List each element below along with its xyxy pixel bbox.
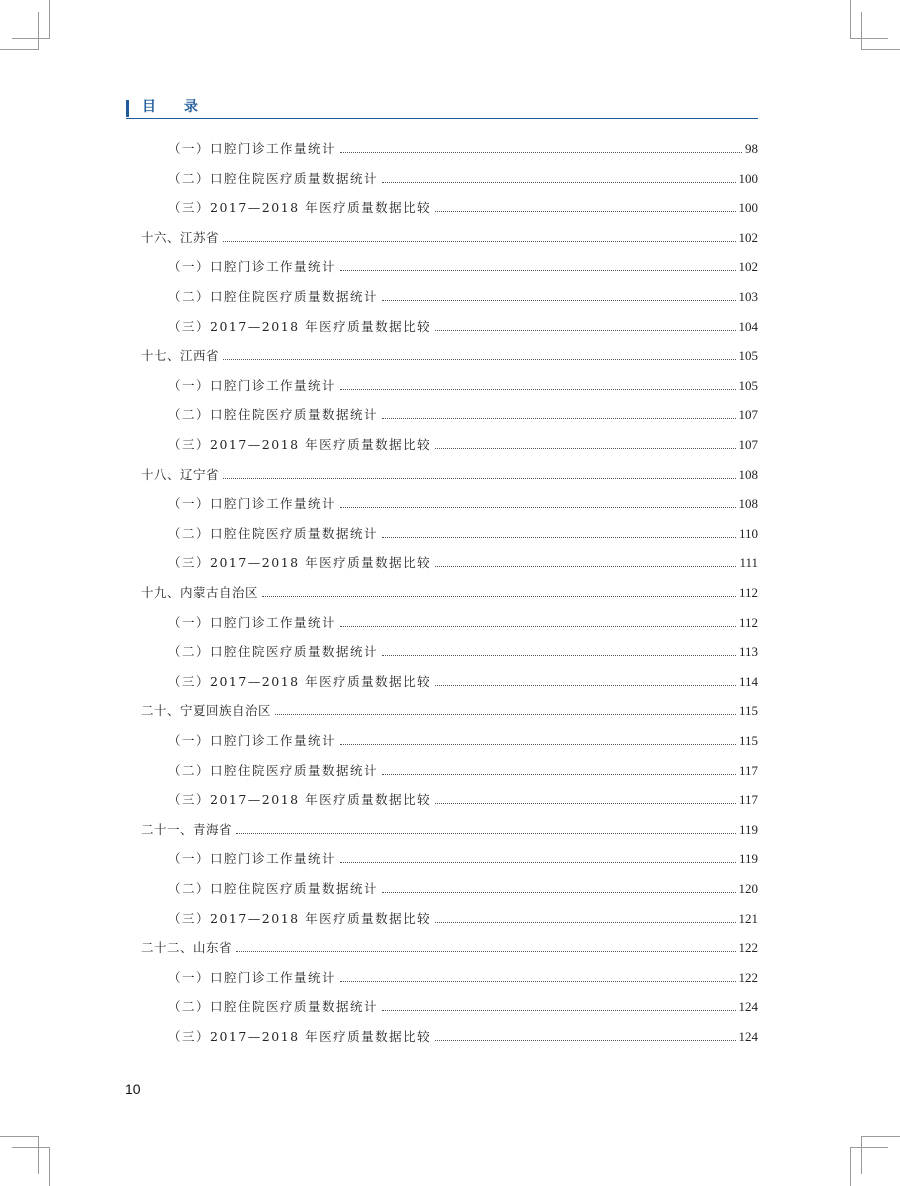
dot-leader xyxy=(382,417,735,419)
toc-entry-label: （二）口腔住院医疗质量数据统计 xyxy=(168,763,379,778)
dot-leader xyxy=(435,329,735,331)
toc-entry-page: 107 xyxy=(738,407,758,422)
toc-chapter-entry[interactable] xyxy=(141,463,758,483)
toc-section-entry[interactable] xyxy=(168,788,758,808)
toc-section-entry[interactable] xyxy=(168,522,758,542)
toc-section-entry[interactable] xyxy=(168,907,758,927)
toc-entry-label: （二）口腔住院医疗质量数据统计 xyxy=(168,881,379,896)
toc-entry-label: （一）口腔门诊工作量统计 xyxy=(168,733,337,748)
toc-section-entry[interactable] xyxy=(168,492,758,512)
toc-entry-page: 124 xyxy=(738,1029,758,1044)
toc-entry-page: 111 xyxy=(739,555,758,570)
toc-section-entry[interactable] xyxy=(168,196,758,216)
toc-entry-page: 115 xyxy=(738,703,758,718)
toc-entry-label: 二十二、山东省 xyxy=(141,940,233,955)
dot-leader xyxy=(275,713,736,715)
dot-leader xyxy=(382,1009,735,1011)
toc-entry-page: 110 xyxy=(738,526,758,541)
toc-chapter-entry[interactable] xyxy=(141,581,758,601)
header-title-char-2: 录 xyxy=(184,99,198,115)
toc-entry-page: 114 xyxy=(738,674,758,689)
dot-leader xyxy=(340,980,735,982)
dot-leader xyxy=(435,447,735,449)
dot-leader xyxy=(236,832,736,834)
dot-leader xyxy=(340,269,735,271)
dot-leader xyxy=(223,240,735,242)
toc-entry-label: （一）口腔门诊工作量统计 xyxy=(168,851,337,866)
toc-entry-label: （三）2017—2018 年医疗质量数据比较 xyxy=(168,792,432,807)
toc-entry-label: （二）口腔住院医疗质量数据统计 xyxy=(168,289,379,304)
toc-entry-page: 105 xyxy=(738,348,758,363)
dot-leader xyxy=(382,299,735,301)
toc-entry-page: 119 xyxy=(738,822,758,837)
toc-section-entry[interactable] xyxy=(168,1025,758,1045)
toc-entry-label: （一）口腔门诊工作量统计 xyxy=(168,378,337,393)
toc-entry-page: 113 xyxy=(738,644,758,659)
toc-chapter-entry[interactable] xyxy=(141,344,758,364)
header-title-char-1: 目 xyxy=(142,99,156,115)
toc-entry-label: （二）口腔住院医疗质量数据统计 xyxy=(168,526,379,541)
toc-entry-label: （二）口腔住院医疗质量数据统计 xyxy=(168,171,379,186)
toc-entry-page: 112 xyxy=(738,615,758,630)
toc-entry-label: （三）2017—2018 年医疗质量数据比较 xyxy=(168,1029,432,1044)
toc-entry-page: 107 xyxy=(738,437,758,452)
toc-section-entry[interactable] xyxy=(168,167,758,187)
toc-section-entry[interactable] xyxy=(168,137,758,157)
toc-entry-page: 121 xyxy=(738,911,758,926)
toc-entry-label: （三）2017—2018 年医疗质量数据比较 xyxy=(168,674,432,689)
toc-entry-page: 115 xyxy=(738,733,758,748)
toc-entry-label: （三）2017—2018 年医疗质量数据比较 xyxy=(168,911,432,926)
toc-entry-label: （二）口腔住院医疗质量数据统计 xyxy=(168,644,379,659)
dot-leader xyxy=(435,921,735,923)
dot-leader xyxy=(382,891,735,893)
toc-entry-page: 124 xyxy=(738,999,758,1014)
dot-leader xyxy=(382,773,736,775)
dot-leader xyxy=(382,536,736,538)
toc-entry-page: 100 xyxy=(738,200,758,215)
toc-chapter-entry[interactable] xyxy=(141,936,758,956)
toc-entry-page: 122 xyxy=(738,970,758,985)
header-accent-bar xyxy=(126,100,129,117)
dot-leader xyxy=(382,181,735,183)
toc-section-entry[interactable] xyxy=(168,374,758,394)
dot-leader xyxy=(435,565,736,567)
toc-entry-label: （一）口腔门诊工作量统计 xyxy=(168,259,337,274)
toc-entry-page: 98 xyxy=(745,141,758,156)
toc-entry-label: 十六、江苏省 xyxy=(141,230,220,245)
toc-entry-page: 112 xyxy=(738,585,758,600)
toc-entry-page: 108 xyxy=(738,467,758,482)
toc-entry-label: （三）2017—2018 年医疗质量数据比较 xyxy=(168,555,432,570)
toc-section-entry[interactable] xyxy=(168,966,758,986)
toc-chapter-entry[interactable] xyxy=(141,818,758,838)
toc-entry-page: 102 xyxy=(738,230,758,245)
toc-entry-label: 十八、辽宁省 xyxy=(141,467,220,482)
dot-leader xyxy=(340,625,736,627)
dot-leader xyxy=(340,506,735,508)
toc-entry-page: 120 xyxy=(738,881,758,896)
dot-leader xyxy=(435,210,735,212)
toc-entry-label: （三）2017—2018 年医疗质量数据比较 xyxy=(168,437,432,452)
dot-leader xyxy=(435,684,736,686)
toc-entry-page: 119 xyxy=(738,851,758,866)
toc-entry-label: （三）2017—2018 年医疗质量数据比较 xyxy=(168,200,432,215)
toc-entry-label: （一）口腔门诊工作量统计 xyxy=(168,615,337,630)
toc-section-entry[interactable] xyxy=(168,995,758,1015)
dot-leader xyxy=(340,388,735,390)
toc-chapter-entry[interactable] xyxy=(141,226,758,246)
toc-entry-label: 二十、宁夏回族自治区 xyxy=(141,703,272,718)
toc-entry-page: 103 xyxy=(738,289,758,304)
toc-chapter-entry[interactable] xyxy=(141,699,758,719)
toc-section-entry[interactable] xyxy=(168,729,758,749)
dot-leader xyxy=(340,151,742,153)
toc-section-entry[interactable] xyxy=(168,611,758,631)
toc-entry-page: 104 xyxy=(738,319,758,334)
toc-entry-label: （一）口腔门诊工作量统计 xyxy=(168,496,337,511)
toc-entry-page: 102 xyxy=(738,259,758,274)
toc-entry-label: 十七、江西省 xyxy=(141,348,220,363)
toc-section-entry[interactable] xyxy=(168,670,758,690)
dot-leader xyxy=(340,743,736,745)
toc-section-entry[interactable] xyxy=(168,759,758,779)
toc-entry-page: 122 xyxy=(738,940,758,955)
toc-section-entry[interactable] xyxy=(168,877,758,897)
toc-entry-page: 105 xyxy=(738,378,758,393)
toc-section-entry[interactable] xyxy=(168,403,758,423)
toc-entry-label: （二）口腔住院医疗质量数据统计 xyxy=(168,407,379,422)
dot-leader xyxy=(262,595,736,597)
toc-entry-page: 117 xyxy=(738,792,758,807)
dot-leader xyxy=(382,654,736,656)
dot-leader xyxy=(223,358,735,360)
toc-entry-label: （三）2017—2018 年医疗质量数据比较 xyxy=(168,319,432,334)
toc-entry-page: 117 xyxy=(738,763,758,778)
dot-leader xyxy=(435,802,736,804)
toc-section-entry[interactable] xyxy=(168,551,758,571)
toc-entry-label: 二十一、青海省 xyxy=(141,822,233,837)
toc-entry-label: （一）口腔门诊工作量统计 xyxy=(168,970,337,985)
toc-entry-page: 100 xyxy=(738,171,758,186)
dot-leader xyxy=(435,1039,735,1041)
toc-section-entry[interactable] xyxy=(168,255,758,275)
dot-leader xyxy=(236,950,735,952)
toc-entry-label: （一）口腔门诊工作量统计 xyxy=(168,141,337,156)
dot-leader xyxy=(223,477,735,479)
toc-section-entry[interactable] xyxy=(168,285,758,305)
page-number: 10 xyxy=(125,1081,141,1097)
toc-section-entry[interactable] xyxy=(168,315,758,335)
dot-leader xyxy=(340,861,736,863)
toc-entry-label: （二）口腔住院医疗质量数据统计 xyxy=(168,999,379,1014)
toc-section-entry[interactable] xyxy=(168,433,758,453)
toc-section-entry[interactable] xyxy=(168,847,758,867)
toc-section-entry[interactable] xyxy=(168,640,758,660)
toc-entry-label: 十九、内蒙古自治区 xyxy=(141,585,259,600)
toc-entry-page: 108 xyxy=(738,496,758,511)
section-header xyxy=(126,99,758,119)
